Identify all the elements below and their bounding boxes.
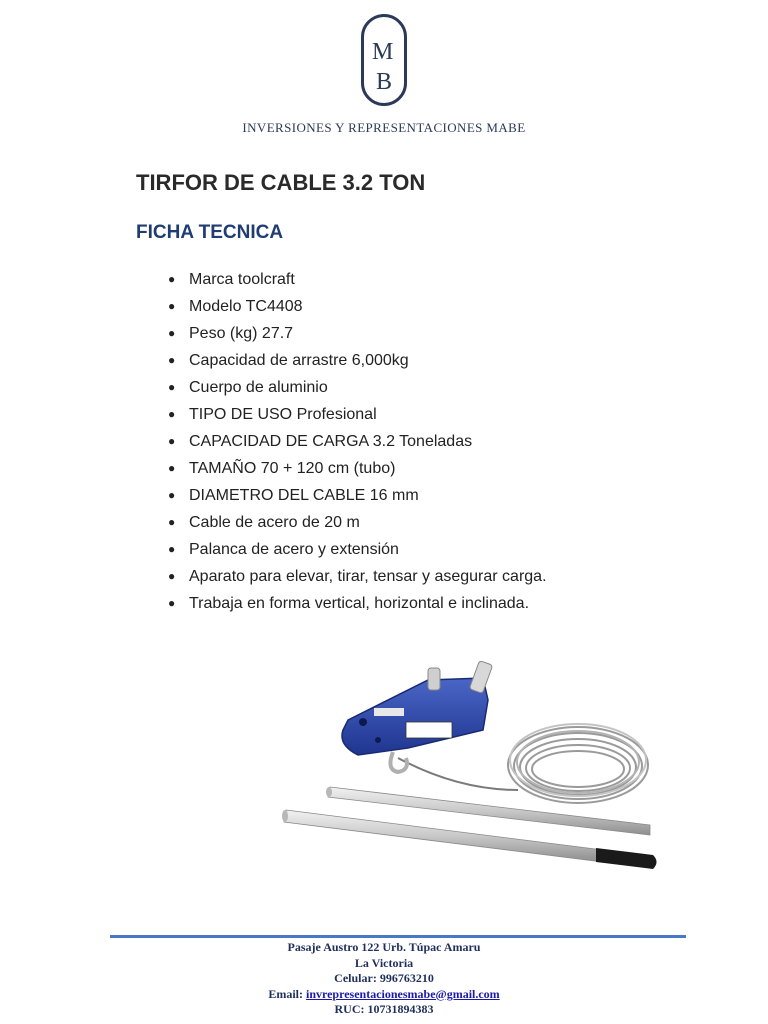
footer-email-row [0, 987, 768, 1003]
bullet-icon: ● [168, 353, 176, 367]
cable-line [398, 758, 518, 790]
bullet-icon: ● [168, 299, 176, 313]
footer-district: La Victoria [354, 955, 414, 970]
bullet-icon: ● [168, 434, 176, 448]
bullet-icon: ● [168, 515, 176, 529]
spec-text: Peso (kg) 27.7 [189, 325, 294, 342]
bullet-icon: ● [168, 542, 176, 556]
logo-letter-m: M [372, 39, 394, 65]
spec-text: Cuerpo de aluminio [189, 379, 328, 396]
spec-item [168, 320, 547, 347]
bullet-icon: ● [168, 326, 176, 340]
footer-phone: Celular: 996763210 [334, 971, 434, 985]
spec-list [168, 266, 547, 617]
spec-item [168, 563, 547, 590]
bullet-icon: ● [168, 596, 176, 610]
cable-coil [508, 724, 648, 803]
spec-item [168, 428, 547, 455]
company-logo [0, 14, 768, 136]
spec-item [168, 509, 547, 536]
spec-text: DIAMETRO DEL CABLE 16 mm [189, 487, 419, 504]
logo-monogram [364, 17, 404, 103]
spec-item [168, 590, 547, 617]
spec-text: Modelo TC4408 [189, 298, 303, 315]
footer-email-link[interactable]: invrepresentacionesmabe@gmail.com [305, 986, 500, 1001]
bullet-icon: ● [168, 272, 176, 286]
footer-address: Pasaje Austro 122 Urb. Túpac Amaru [287, 940, 481, 954]
bullet-icon: ● [168, 461, 176, 475]
product-image [278, 640, 668, 885]
spec-text: Capacidad de arrastre 6,000kg [189, 352, 409, 369]
section-title: FICHA TECNICA [136, 222, 284, 243]
spec-item [168, 374, 547, 401]
footer-email-label: Email: [268, 986, 306, 1001]
document-title: TIRFOR DE CABLE 3.2 TON [136, 170, 426, 195]
bullet-icon: ● [168, 488, 176, 502]
spec-item [168, 482, 547, 509]
tirfor-body [342, 661, 493, 755]
spec-item [168, 536, 547, 563]
spec-item [168, 266, 547, 293]
spec-item [168, 293, 547, 320]
spec-item [168, 401, 547, 428]
spec-text: TAMAÑO 70 + 120 cm (tubo) [189, 460, 396, 477]
footer-divider [110, 935, 686, 938]
footer-ruc: RUC: 10731894383 [334, 1002, 434, 1016]
company-name: INVERSIONES Y REPRESENTACIONES MABE [242, 120, 526, 135]
spec-text: Marca toolcraft [189, 271, 295, 288]
spec-text: TIPO DE USO Profesional [189, 406, 377, 423]
spec-text: CAPACIDAD DE CARGA 3.2 Toneladas [189, 433, 473, 450]
spec-item [168, 347, 547, 374]
spec-text: Palanca de acero y extensión [189, 541, 399, 558]
spec-text: Trabaja en forma vertical, horizontal e inclinada. [189, 595, 530, 612]
spec-item [168, 455, 547, 482]
bullet-icon: ● [168, 569, 176, 583]
spec-text: Cable de acero de 20 m [189, 514, 360, 531]
logo-emblem [361, 14, 407, 106]
bullet-icon: ● [168, 380, 176, 394]
bullet-icon: ● [168, 407, 176, 421]
footer-contact [0, 940, 768, 1018]
logo-letter-b: B [376, 69, 393, 95]
tirfor-illustration [278, 640, 668, 880]
spec-text: Aparato para elevar, tirar, tensar y asegurar carga. [189, 568, 547, 585]
